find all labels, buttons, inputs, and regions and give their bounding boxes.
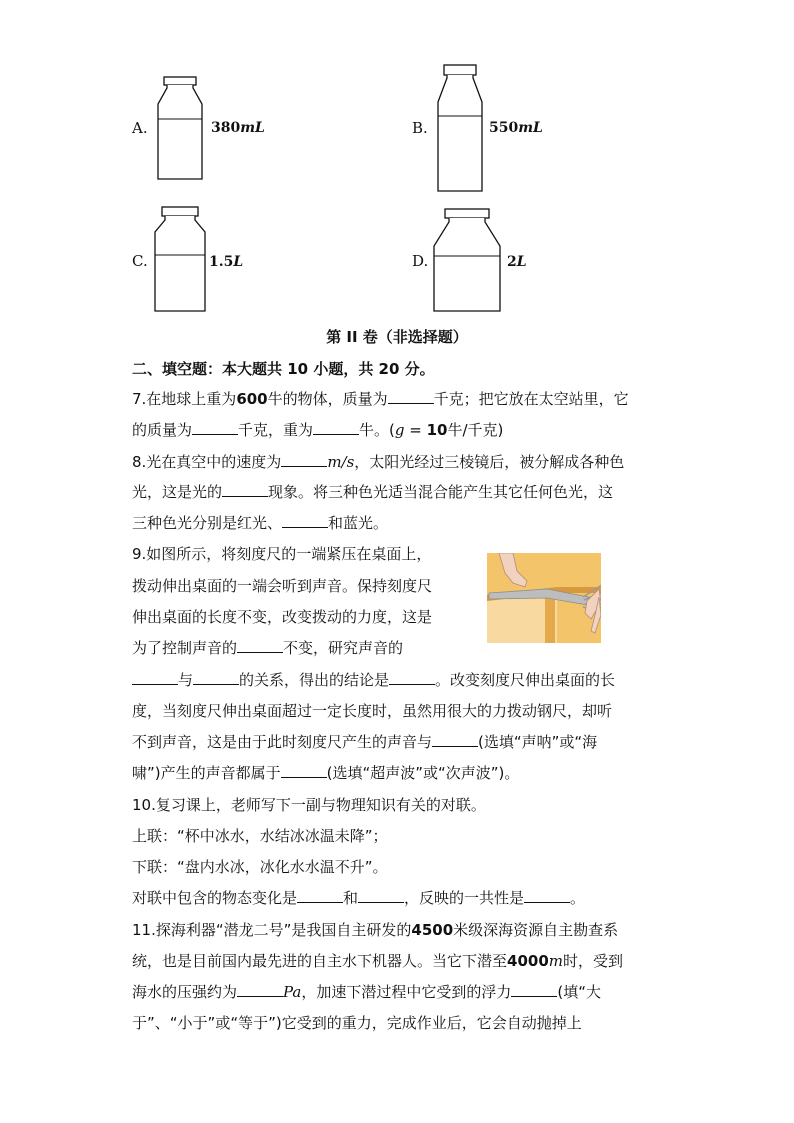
q7-blank-3[interactable] — [313, 420, 359, 435]
q9-blank-3[interactable] — [193, 670, 239, 685]
q7-line-1: 7.在地球上重为600牛的物体，质量为 千克；把它放在太空站里，它 — [132, 390, 629, 408]
option-c-volume: 1.5L — [209, 254, 244, 270]
q10-blank-3[interactable] — [524, 888, 570, 903]
q9-blank-5[interactable] — [432, 732, 478, 747]
q11-line-1: 11.探海利器“潜龙二号”是我国自主研发的4500米级深海资源自主勘查系 — [132, 921, 619, 939]
q9-line-8: 啸”)产生的声音都属于 (选填“超声波”或“次声波”)。 — [132, 764, 520, 782]
q11-line-2: 统，也是目前国内最先进的自主水下机器人。当它下潜至4000m时，受到 — [132, 952, 624, 970]
option-b-volume: 550mL — [489, 120, 543, 136]
section-title: 二、填空题：本大题共 10 小题，共 20 分。 — [132, 360, 435, 378]
q10-blank-2[interactable] — [358, 888, 404, 903]
q9-line-5: 与 的关系，得出的结论是 。改变刻度尺伸出桌面的长 — [132, 670, 615, 690]
q11-blank-2[interactable] — [511, 982, 557, 997]
q11-line-3: 海水的压强约为 Pa，加速下潜过程中它受到的浮力 (填“大 — [132, 983, 602, 1001]
option-a-volume: 380mL — [211, 120, 265, 136]
q10-line-3: 下联：“盘内水冰，冰化水水温不升”。 — [132, 858, 388, 876]
option-c-label: C. — [132, 252, 148, 270]
q7-blank-1[interactable] — [388, 389, 434, 404]
q9-line-1: 9.如图所示，将刻度尺的一端紧压在桌面上， — [132, 545, 432, 563]
q10-blank-1[interactable] — [297, 888, 343, 903]
q8-blank-3[interactable] — [282, 513, 328, 528]
q8-line-3: 三种色光分别是红光、 和蓝光。 — [132, 514, 389, 532]
option-a-label: A. — [132, 119, 148, 137]
q8-blank-2[interactable] — [222, 482, 268, 497]
q9-blank-2[interactable] — [132, 670, 178, 685]
q11-blank-1[interactable] — [237, 982, 283, 997]
bottle-a-icon — [157, 76, 203, 180]
q8-line-2: 光，这是光的 现象。将三种色光适当混合能产生其它任何色光，这 — [132, 483, 614, 501]
q9-line-6: 度，当刻度尺伸出桌面超过一定长度时，虽然用很大的力拨动钢尺，却听 — [132, 702, 613, 720]
q9-blank-1[interactable] — [237, 638, 283, 653]
bottle-c-icon — [154, 206, 206, 312]
ruler-table-figure — [487, 553, 601, 643]
bottle-b-icon — [437, 64, 483, 192]
q8-line-1: 8.光在真空中的速度为 m/s，太阳光经过三棱镜后，被分解成各种色 — [132, 453, 625, 471]
q8-blank-1[interactable] — [281, 452, 327, 467]
q10-line-4: 对联中包含的物态变化是 和 ，反映的一共性是 。 — [132, 889, 586, 907]
q7-line-2: 的质量为 千克，重为 牛。(g = 10牛/千克) — [132, 421, 504, 439]
q11-line-4: 于”、“小于”或“等于”)它受到的重力，完成作业后，它会自动抛掉上 — [132, 1014, 582, 1032]
option-b-label: B. — [412, 119, 428, 137]
q9-line-4: 为了控制声音的 不变，研究声音的 — [132, 639, 404, 657]
bottle-d-icon — [433, 208, 501, 312]
q9-line-2: 拨动伸出桌面的一端会听到声音。保持刻度尺 — [132, 577, 433, 595]
q9-blank-4[interactable] — [389, 670, 435, 685]
option-d-label: D. — [412, 252, 429, 270]
q9-line-7: 不到声音，这是由于此时刻度尺产生的声音与 (选填“声呐”或“海 — [132, 733, 598, 751]
q10-line-1: 10.复习课上，老师写下一副与物理知识有关的对联。 — [132, 796, 486, 814]
option-d-volume: 2L — [507, 254, 527, 270]
q10-line-2: 上联：“杯中冰水，水结冰冰温未降”； — [132, 827, 388, 845]
part-title: 第 II 卷（非选择题） — [326, 328, 468, 346]
q9-line-3: 伸出桌面的长度不变，改变拨动的力度，这是 — [132, 608, 433, 626]
q9-blank-6[interactable] — [281, 763, 327, 778]
q7-blank-2[interactable] — [192, 420, 238, 435]
